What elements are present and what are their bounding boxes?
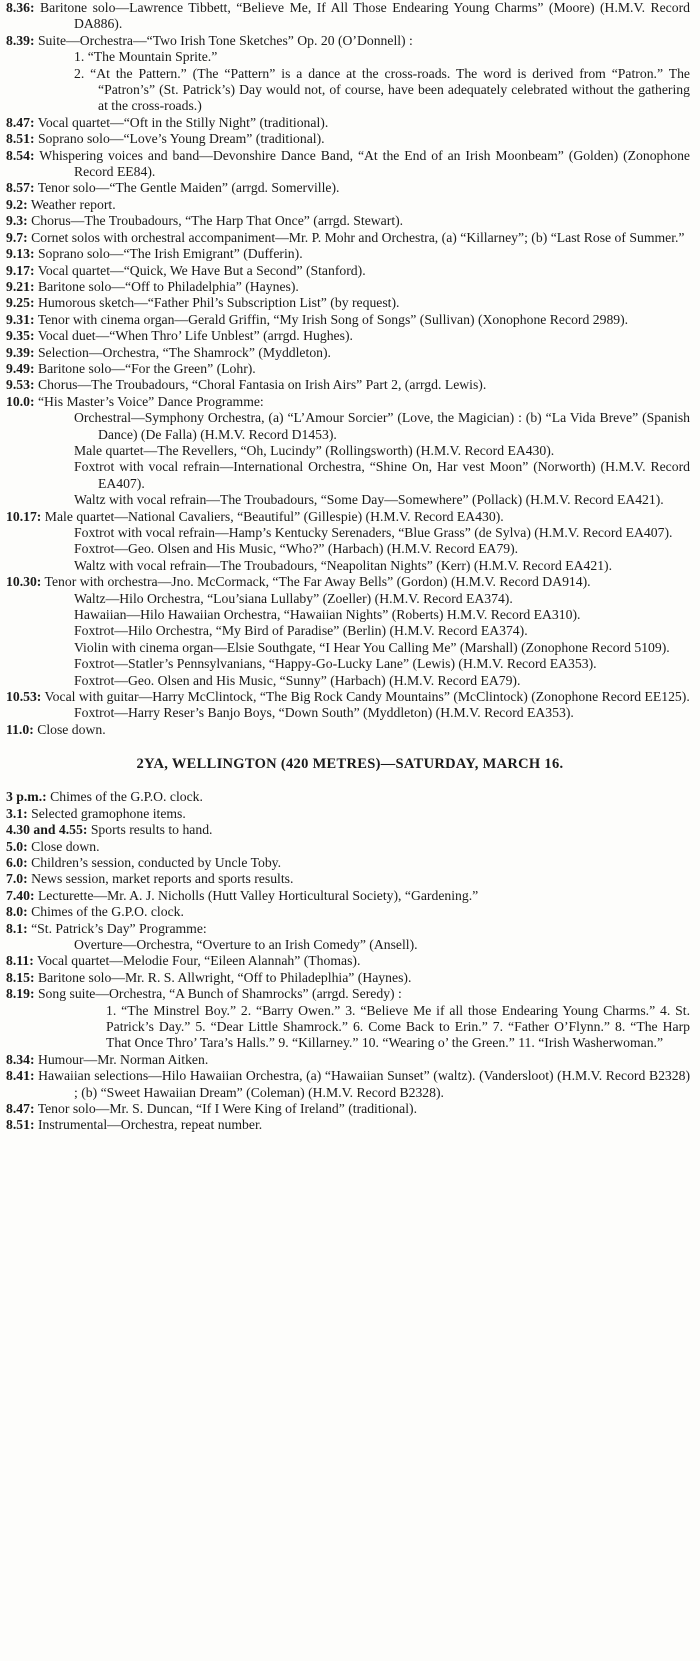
entry-text: Baritone solo—Mr. R. S. Allwright, “Off to Philadeplhia” (Haynes). <box>37 969 412 985</box>
programme-entry <box>6 871 690 887</box>
programme-entry <box>6 574 690 590</box>
entry-time: 5.0: <box>6 838 28 854</box>
entry-time: 8.1: <box>6 920 28 936</box>
station-heading: 2YA, WELLINGTON (420 METRES)—SATURDAY, MARCH 16. <box>136 756 564 773</box>
programme-entry <box>6 328 690 344</box>
entry-time: 8.57: <box>6 180 35 196</box>
programme-entry <box>6 115 690 131</box>
programme-subentry: Foxtrot—Statler’s Pennsylvanians, “Happy-Go-Lucky Lane” (Lewis) (H.M.V. Record EA353). <box>74 656 597 672</box>
programme-subentry: Violin with cinema organ—Elsie Southgate, “I Hear You Calling Me” (Marshall) (Zonophone Record 5109). <box>74 639 670 655</box>
programme-entry <box>6 689 690 705</box>
programme-entry <box>6 1068 690 1101</box>
programme-entry <box>6 855 690 871</box>
entry-text: Vocal with guitar—Harry McClintock, “The Big Rock Candy Mountains” (McClintock) (Zonophone Record EE125). <box>44 689 690 705</box>
entry-text: Vocal quartet—“Quick, We Have But a Second” (Stanford). <box>37 262 366 278</box>
programme-entry <box>6 197 690 213</box>
entry-time: 8.51: <box>6 131 35 147</box>
programme-entry <box>6 722 690 738</box>
entry-text: Vocal quartet—Melodie Four, “Eileen Alannah” (Thomas). <box>36 953 361 969</box>
entry-text: Hawaiian selections—Hilo Hawaiian Orchestra, (a) “Hawaiian Sunset” (waltz). (Vandersloot) (H.M.V. Record B2328) ; (b) “Sweet Hawaiian Dream” (Coleman) (H.M.V. Record B2328). <box>38 1068 691 1100</box>
entry-text: Baritone solo—“Off to Philadelphia” (Haynes). <box>37 278 299 294</box>
entry-time: 11.0: <box>6 721 34 737</box>
programme-entry <box>6 888 690 904</box>
programme-entry <box>6 1101 690 1117</box>
programme-subentry: 2. “At the Pattern.” (The “Pattern” is a dance at the cross-roads. The word is derived from “Patron.” The “Patron’s” (St. Patrick’s) Day would not, of course, have been adequately celebrated without the gathering at the cross-roads.) <box>74 65 690 114</box>
entry-time: 7.0: <box>6 871 28 887</box>
entry-text: News session, market reports and sports results. <box>31 871 294 887</box>
entry-text: Song suite—Orchestra, “A Bunch of Shamrocks” (arrgd. Seredy) : <box>37 986 402 1002</box>
programme-entry <box>6 180 690 196</box>
programme-subentry: Overture—Orchestra, “Overture to an Irish Comedy” (Ansell). <box>74 936 418 952</box>
programme-entry <box>6 263 690 279</box>
entry-text: Selection—Orchestra, “The Shamrock” (Myddleton). <box>37 344 331 360</box>
programme-subentry: Foxtrot—Harry Reser’s Banjo Boys, “Down South” (Myddleton) (H.M.V. Record EA353). <box>74 705 574 721</box>
entry-time: 9.49: <box>6 360 35 376</box>
programme-subentry: Waltz—Hilo Orchestra, “Lou’siana Lullaby” (Zoeller) (H.M.V. Record EA374). <box>74 590 513 606</box>
programme-subentry: Hawaiian—Hilo Hawaiian Orchestra, “Hawaiian Nights” (Roberts) H.M.V. Record EA310). <box>74 607 581 623</box>
entry-time: 8.47: <box>6 1101 35 1116</box>
programme-entry <box>6 0 690 33</box>
entry-text: Chimes of the G.P.O. clock. <box>31 904 184 920</box>
entry-text: Weather report. <box>30 196 116 212</box>
programme-one <box>0 0 700 738</box>
entry-text: Close down. <box>37 721 106 737</box>
programme-entry <box>6 230 690 246</box>
programme-subentry: Foxtrot—Hilo Orchestra, “My Bird of Paradise” (Berlin) (H.M.V. Record EA374). <box>74 623 528 639</box>
entry-time: 9.3: <box>6 213 28 229</box>
entry-time: 8.47: <box>6 114 35 130</box>
entry-text: Chimes of the G.P.O. clock. <box>50 789 203 805</box>
programme-subentry: Foxtrot—Geo. Olsen and His Music, “Who?” (Harbach) (H.M.V. Record EA79). <box>74 541 519 557</box>
entry-text: Close down. <box>31 838 100 854</box>
programme-subentry: Waltz with vocal refrain—The Troubadours, “Neapolitan Nights” (Kerr) (H.M.V. Record EA421). <box>74 557 613 573</box>
song-list: 1. “The Minstrel Boy.” 2. “Barry Owen.” 3. “Believe Me if all those Endearing Young Charms.” 4. St. Patrick’s Day.” 5. “Dear Little Shamrock.” 6. Come Back to Erin.” 7. “Father O’Flynn.” 8. “The Harp That Once Thro’ Tara’s Halls.” 9. “Killarney.” 10. “Wearing o’ the Green.” 11. “Irish Washerwoman.” <box>106 1002 690 1051</box>
programme-subentry: 1. “The Mountain Sprite.” <box>74 49 218 65</box>
entry-text: Soprano solo—“Love’s Young Dream” (traditional). <box>37 131 325 147</box>
entry-time: 10.17: <box>6 508 42 524</box>
programme-entry <box>6 1117 690 1133</box>
programme-entry <box>6 394 690 410</box>
entry-text: Cornet solos with orchestral accompaniment—Mr. P. Mohr and Orchestra, (a) “Killarney”; (b) “Last Rose of Summer.” <box>31 229 685 245</box>
programme-entry <box>6 806 690 822</box>
entry-text: Humour—Mr. Norman Aitken. <box>37 1051 209 1067</box>
entry-time: 3 p.m.: <box>6 789 47 805</box>
entry-text: Humorous sketch—“Father Phil’s Subscription List” (by request). <box>37 295 400 311</box>
entry-text: Children’s session, conducted by Uncle Toby. <box>31 854 282 870</box>
entry-time: 8.34: <box>6 1051 35 1067</box>
entry-text: Male quartet—National Cavaliers, “Beautiful” (Gillespie) (H.M.V. Record EA430). <box>44 508 504 524</box>
entry-text: Selected gramophone items. <box>31 805 186 821</box>
programme-entry <box>6 839 690 855</box>
programme-subentry: Foxtrot with vocal refrain—International Orchestra, “Shine On, Har vest Moon” (Norworth) (H.M.V. Record EA407). <box>74 459 690 491</box>
programme-entry <box>6 789 690 805</box>
entry-time: 10.30: <box>6 574 42 590</box>
entry-text: Lecturette—Mr. A. J. Nicholls (Hutt Valley Horticultural Society), “Gardening.” <box>37 887 479 903</box>
programme-entry <box>6 377 690 393</box>
entry-text: Tenor with cinema organ—Gerald Griffin, “My Irish Song of Songs” (Sullivan) (Xonophone Record 2989). <box>37 311 629 327</box>
entry-text: Sports results to hand. <box>90 822 213 838</box>
programme-entry <box>6 921 690 937</box>
entry-text: Tenor solo—Mr. S. Duncan, “If I Were King of Ireland” (traditional). <box>37 1101 418 1116</box>
entry-time: 8.0: <box>6 904 28 920</box>
programme-two <box>0 789 700 1134</box>
entry-time: 9.17: <box>6 262 35 278</box>
entry-time: 8.15: <box>6 969 35 985</box>
entry-time: 8.36: <box>6 0 35 15</box>
programme-entry <box>6 279 690 295</box>
entry-time: 4.30 and 4.55: <box>6 822 88 838</box>
entry-time: 8.51: <box>6 1117 35 1133</box>
programme-entry <box>6 822 690 838</box>
programme-subentry: Foxtrot—Geo. Olsen and His Music, “Sunny” (Harbach) (H.M.V. Record EA79). <box>74 672 521 688</box>
entry-text: Baritone solo—Lawrence Tibbett, “Believe Me, If All Those Endearing Young Charms” (Moore) (H.M.V. Record DA886). <box>40 0 691 32</box>
entry-text: Tenor solo—“The Gentle Maiden” (arrgd. Somerville). <box>37 180 340 196</box>
programme-entry <box>6 970 690 986</box>
programme-entry <box>6 904 690 920</box>
programme-subentry: Foxtrot with vocal refrain—Hamp’s Kentucky Serenaders, “Blue Grass” (de Sylva) (H.M.V. Record EA407). <box>74 525 673 540</box>
entry-time: 10.53: <box>6 689 42 705</box>
entry-time: 3.1: <box>6 805 28 821</box>
programme-entry <box>6 148 690 181</box>
entry-text: Suite—Orchestra—“Two Irish Tone Sketches” Op. 20 (O’Donnell) : <box>37 32 413 48</box>
programme-entry <box>6 246 690 262</box>
entry-text: Chorus—The Troubadours, “The Harp That Once” (arrgd. Stewart). <box>31 213 404 229</box>
entry-time: 9.13: <box>6 246 35 262</box>
programme-entry <box>6 295 690 311</box>
entry-text: Baritone solo—“For the Green” (Lohr). <box>37 360 256 376</box>
entry-time: 10.0: <box>6 393 35 409</box>
programme-entry <box>6 953 690 969</box>
entry-time: 9.39: <box>6 344 35 360</box>
entry-time: 9.53: <box>6 377 35 393</box>
entry-time: 6.0: <box>6 854 28 870</box>
entry-time: 9.21: <box>6 278 35 294</box>
entry-text: Vocal duet—“When Thro’ Life Unblest” (arrgd. Hughes). <box>37 328 353 344</box>
entry-text: “St. Patrick’s Day” Programme: <box>31 920 207 936</box>
programme-subentry: Orchestral—Symphony Orchestra, (a) “L’Amour Sorcier” (Love, the Magician) : (b) “La Vida Breve” (Spanish Dance) (De Falla) (H.M.V. Record D1453). <box>74 410 690 442</box>
entry-text: Instrumental—Orchestra, repeat number. <box>37 1117 263 1133</box>
programme-entry <box>6 131 690 147</box>
entry-time: 8.41: <box>6 1068 35 1084</box>
entry-time: 9.35: <box>6 328 35 344</box>
programme-subentry: Waltz with vocal refrain—The Troubadours, “Some Day—Somewhere” (Pollack) (H.M.V. Record EA421). <box>74 492 664 508</box>
entry-text: Chorus—The Troubadours, “Choral Fantasia on Irish Airs” Part 2, (arrgd. Lewis). <box>37 377 487 393</box>
entry-time: 9.31: <box>6 311 35 327</box>
entry-time: 8.39: <box>6 32 35 48</box>
entry-time: 8.54: <box>6 147 35 163</box>
programme-entry <box>6 509 690 525</box>
entry-text: Vocal quartet—“Oft in the Stilly Night” (traditional). <box>37 114 329 130</box>
entry-time: 9.25: <box>6 295 35 311</box>
entry-text: Soprano solo—“The Irish Emigrant” (Dufferin). <box>37 246 303 262</box>
entry-time: 9.2: <box>6 196 28 212</box>
programme-entry <box>6 213 690 229</box>
programme-entry <box>6 33 690 49</box>
entry-time: 8.19: <box>6 986 35 1002</box>
entry-text: Tenor with orchestra—Jno. McCormack, “The Far Away Bells” (Gordon) (H.M.V. Record DA914). <box>44 574 591 590</box>
programme-entry <box>6 312 690 328</box>
entry-time: 9.7: <box>6 229 28 245</box>
programme-entry <box>6 345 690 361</box>
entry-text: “His Master’s Voice” Dance Programme: <box>37 393 264 409</box>
entry-time: 8.11: <box>6 953 34 969</box>
programme-entry <box>6 986 690 1002</box>
programme-subentry: Male quartet—The Revellers, “Oh, Lucindy” (Rollingsworth) (H.M.V. Record EA430). <box>74 442 555 458</box>
entry-text: Whispering voices and band—Devonshire Dance Band, “At the End of an Irish Moonbeam” (Golden) (Zonophone Record EE84). <box>39 147 690 180</box>
entry-time: 7.40: <box>6 887 35 903</box>
programme-entry <box>6 361 690 377</box>
programme-entry <box>6 1052 690 1068</box>
